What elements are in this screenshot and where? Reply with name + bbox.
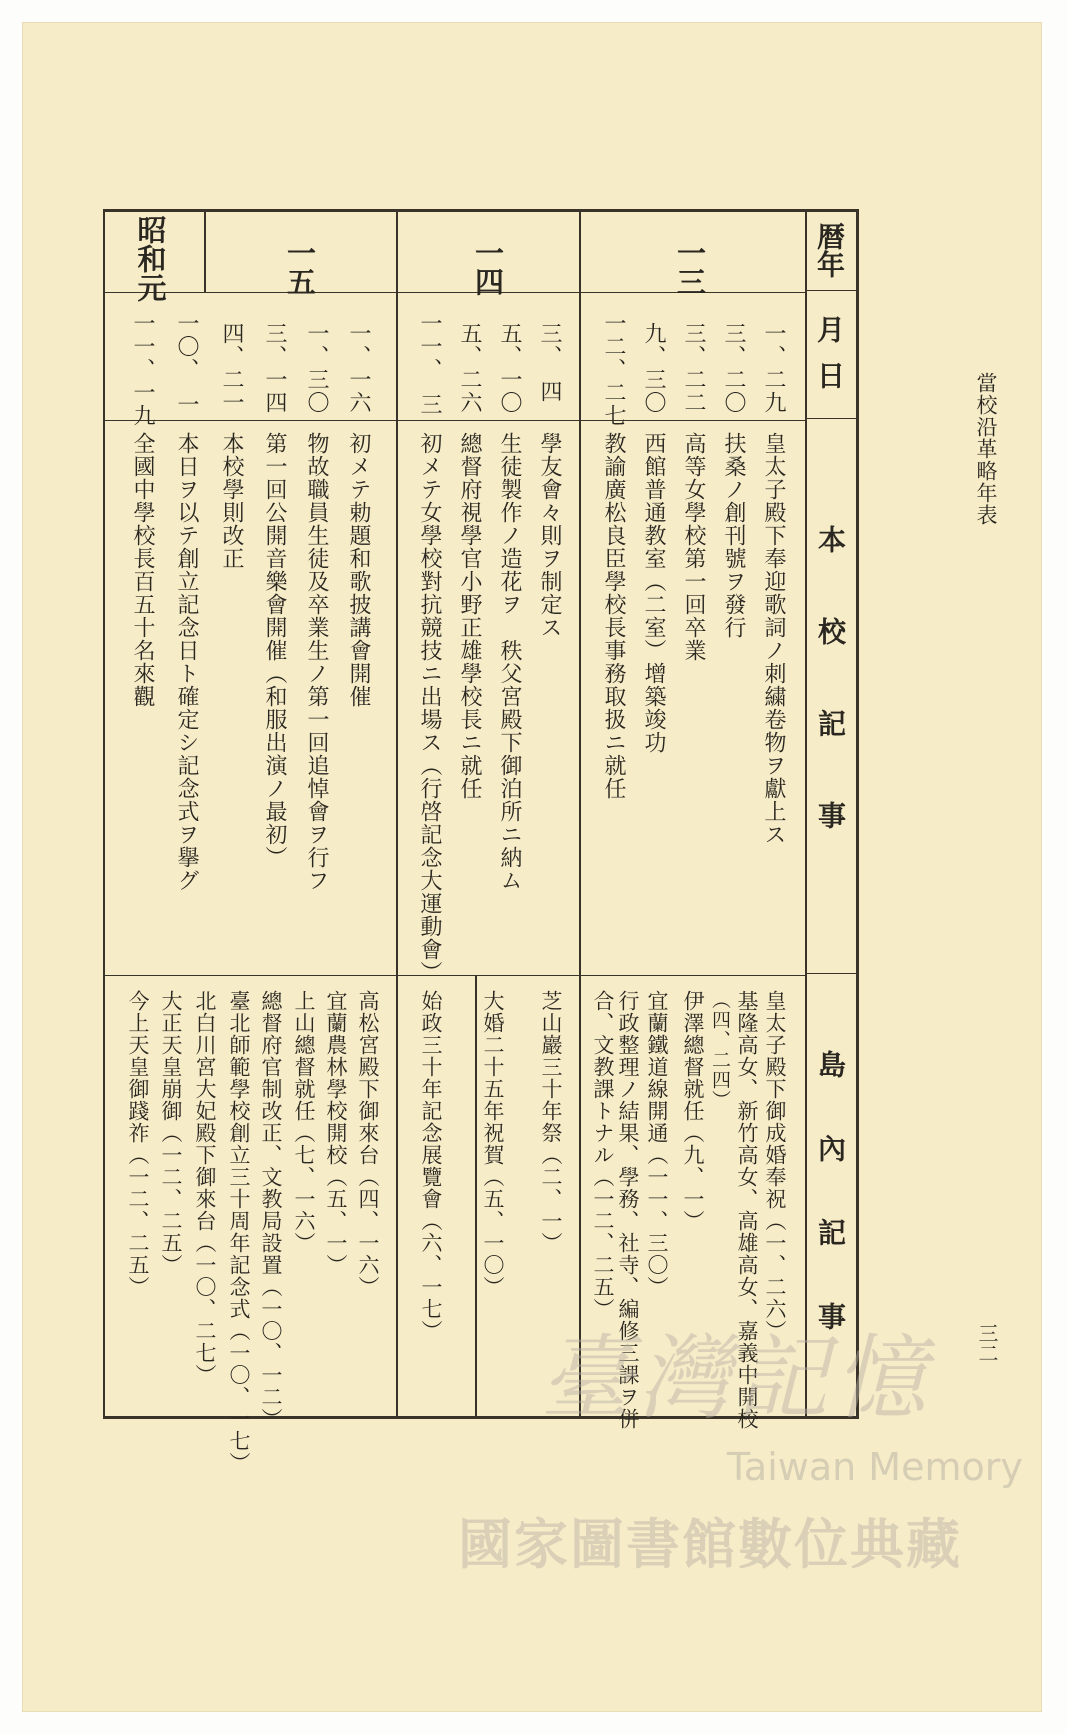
era-label: 昭和元 (133, 215, 168, 302)
school-event: 全國中學校長百五十名來觀 (130, 432, 155, 708)
header-column-rule (805, 209, 807, 1419)
date-cell: 三、 四 (537, 322, 562, 403)
school-event: 生徒製作ノ造花ヲ 秩父宮殿下御泊所ニ納ム (497, 432, 522, 892)
watermark-calligraphy: 臺灣記憶 (540, 1325, 933, 1432)
island-event: 高松宮殿下御來台（四、一六） (356, 990, 380, 1298)
school-event: 教諭廣松良臣學校長事務取扱ニ就任 (601, 432, 626, 800)
island-event: 皇太子殿下御成婚奉祝（一、二六） (763, 990, 787, 1342)
school-event: 初メテ女學校對抗競技ニ出場ス（行啓記念大運動會） (417, 432, 442, 984)
island-event: 行政整理ノ結果、學務、社寺、編修三課ヲ併 (616, 990, 640, 1430)
header-era-rule (805, 290, 857, 291)
table-right-rule (856, 209, 859, 1419)
school-event: 總督府視學官小野正雄學校長ニ就任 (457, 432, 482, 800)
date-cell: 五、一〇 (497, 322, 522, 414)
header-date-rule (805, 418, 857, 419)
table-left-rule (103, 209, 105, 1419)
date-cell: 九、三〇 (641, 322, 666, 414)
table-top-rule (103, 209, 859, 212)
era-label: 一三 (673, 238, 707, 296)
header-island-rule (805, 973, 857, 974)
island-event: 合、文教課トナル（一二、二五） (591, 990, 615, 1320)
school-event: 學友會々則ヲ制定ス (537, 432, 562, 639)
era-separator (204, 209, 206, 293)
date-cell: 三、二〇 (721, 322, 746, 414)
era-separator (396, 209, 398, 976)
island-separator (475, 975, 477, 1417)
watermark-english: Taiwan Memory (727, 1445, 1023, 1489)
island-event: 北白川宮大妃殿下御來台（一〇、二七） (193, 990, 217, 1386)
date-cell: 一〇、 一 (174, 312, 199, 416)
school-event: 西館普通教室（二室）增築竣功 (641, 432, 666, 754)
island-event: 基隆高女、新竹高女、高雄高女、嘉義中開校 (735, 990, 759, 1430)
island-event: 芝山巖三十年祭（二、一） (539, 990, 563, 1254)
school-event: 物故職員生徒及卒業生ノ第一回追悼會ヲ行フ (304, 432, 329, 892)
date-cell: 一一、 三 (417, 312, 442, 416)
page-number: 三二 (975, 1323, 999, 1363)
date-cell: 一、二九 (761, 322, 786, 414)
island-event: 宜蘭農林學校開校（五、一） (324, 990, 348, 1276)
date-cell: 一、一六 (346, 322, 371, 414)
island-event: 臺北師範學校創立三十周年記念式（一〇、一七） (227, 990, 251, 1474)
island-event: 宜蘭鐵道線開通（一一、三〇） (645, 990, 669, 1298)
header-school: 本 校 記 事 (814, 525, 847, 847)
school-event: 第一回公開音樂會開催（和服出演ノ最初） (262, 432, 287, 869)
date-cell: 四、二一 (219, 322, 244, 414)
island-event: 始政三十年記念展覽會（六、一七） (419, 990, 443, 1342)
school-event: 扶桑ノ創刊號ヲ發行 (721, 432, 746, 639)
date-cell: 三、二二 (681, 322, 706, 414)
era-label: 一五 (283, 238, 317, 296)
island-event: 今上天皇御踐祚（一二、二五） (126, 990, 150, 1298)
header-island: 島 內 記 事 (814, 1050, 847, 1344)
island-event: 伊澤總督就任（九、一） (681, 990, 705, 1232)
school-event: 高等女學校第一回卒業 (681, 432, 706, 662)
era-label: 一四 (471, 238, 505, 296)
island-event: 大正天皇崩御（一二、二五） (159, 990, 183, 1276)
header-date: 月日 (813, 315, 846, 407)
header-era: 暦年 (813, 222, 846, 278)
date-cell: 一一、一九 (130, 312, 155, 427)
island-event: 上山總督就任（七、一六） (292, 990, 316, 1254)
island-event: 總督府官制改正、文教局設置（一〇、一二） (259, 990, 283, 1430)
school-event: 初メテ勅題和歌披講會開催 (346, 432, 371, 708)
island-row-rule (103, 975, 806, 976)
school-event: 本日ヲ以テ創立記念日ト確定シ記念式ヲ擧グ (174, 432, 199, 892)
date-cell: 一、三〇 (304, 322, 329, 414)
school-event: 皇太子殿下奉迎歌詞ノ刺繍卷物ヲ獻上ス (761, 432, 786, 846)
island-event: （四、二四） (709, 990, 731, 1110)
island-separator (396, 975, 398, 1417)
date-cell: 三、一四 (262, 322, 287, 414)
era-separator (579, 209, 581, 976)
date-cell: 五、二六 (457, 322, 482, 414)
island-event: 大婚二十五年祝賀（五、一〇） (481, 990, 505, 1298)
running-title: 當校沿革略年表 (974, 372, 998, 526)
date-cell: 一二、二七 (601, 312, 626, 427)
date-row-rule (103, 420, 806, 421)
school-event: 本校學則改正 (219, 432, 244, 570)
watermark-library: 國家圖書館數位典藏 (458, 1513, 962, 1576)
